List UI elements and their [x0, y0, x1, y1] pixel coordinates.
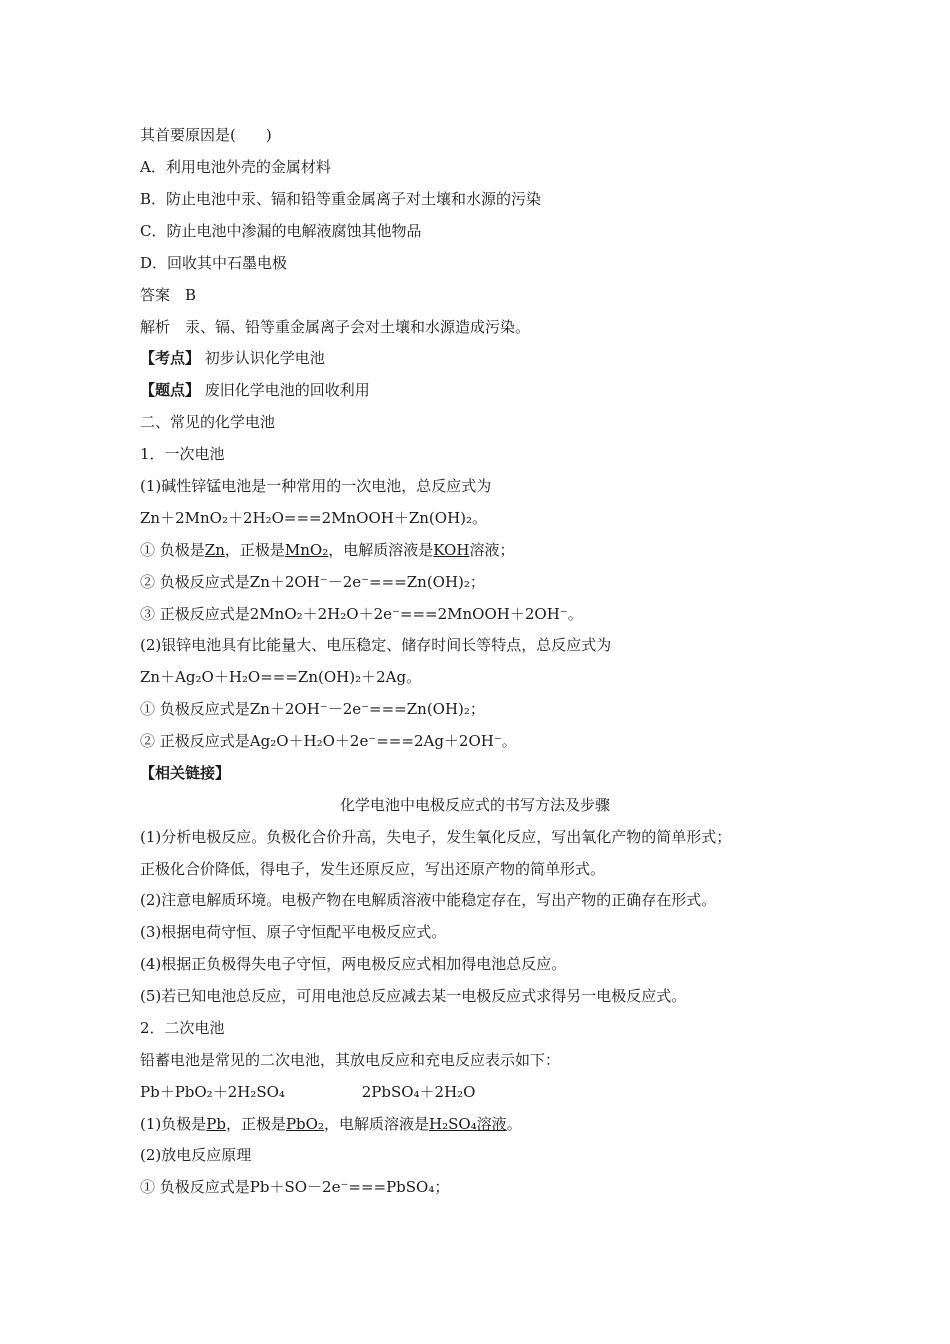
electrode-line — [140, 1114, 522, 1134]
option-c: C．防止电池中渗漏的电解液腐蚀其他物品 — [140, 222, 422, 240]
equation-line: ② 负极反应式是Zn＋2OH⁻－2e⁻===Zn(OH)₂； — [140, 573, 485, 591]
option-a: A．利用电池外壳的金属材料 — [140, 158, 331, 176]
equation-line: ① 负极反应式是Zn＋2OH⁻－2e⁻===Zn(OH)₂； — [140, 700, 485, 718]
paragraph: (1)碱性锌锰电池是一种常用的一次电池，总反应式为 — [140, 477, 492, 495]
text-span: ，电解质溶液是 — [328, 541, 434, 559]
question-stem: 其首要原因是( ) — [140, 126, 272, 144]
paragraph: 铅蓄电池是常见的二次电池，其放电反应和充电反应表示如下： — [140, 1051, 561, 1069]
subsection-heading-1: 1．一次电池 — [140, 445, 225, 463]
text-span: 溶液； — [469, 541, 515, 559]
underlined-answer: KOH — [433, 541, 470, 559]
equation-line: ③ 正极反应式是2MnO₂＋2H₂O＋2e⁻===2MnOOH＋2OH⁻。 — [140, 605, 583, 623]
paragraph: (3)根据电荷守恒、原子守恒配平电极反应式。 — [140, 923, 447, 941]
electrode-line — [140, 540, 514, 560]
analysis-line: 解析 汞、镉、铅等重金属离子会对土壤和水源造成污染。 — [140, 318, 531, 336]
tidian-text: 废旧化学电池的回收利用 — [204, 381, 370, 399]
text-span: (1)负极是 — [140, 1115, 207, 1133]
text-span: ① 负极是 — [140, 541, 205, 559]
option-d: D．回收其中石墨电极 — [140, 254, 288, 272]
reversible-equation — [140, 1082, 475, 1102]
underlined-answer: Pb — [206, 1115, 226, 1133]
equation-line: ① 负极反应式是Pb＋SO－2e⁻===PbSO₄； — [140, 1178, 450, 1196]
tidian-tag: 【题点】 — [140, 381, 201, 399]
text-span: 。 — [506, 1115, 522, 1133]
paragraph: (2)银锌电池具有比能量大、电压稳定、储存时间长等特点，总反应式为 — [140, 636, 612, 654]
paragraph: (5)若已知电池总反应，可用电池总反应减去某一电极反应式求得另一电极反应式。 — [140, 987, 687, 1005]
text-span: ，正极是 — [225, 1115, 286, 1133]
kaodian-line — [140, 348, 325, 368]
equation-left: Pb＋PbO₂＋2H₂SO₄ — [140, 1083, 285, 1101]
underlined-answer: PbO₂ — [285, 1115, 324, 1133]
paragraph: (2)注意电解质环境。电极产物在电解质溶液中能稳定存在，写出产物的正确存在形式。 — [140, 891, 717, 909]
underlined-answer: H₂SO₄溶液 — [429, 1115, 507, 1133]
tidian-line — [140, 380, 370, 400]
underlined-answer: Zn — [204, 541, 225, 559]
paragraph: (2)放电反应原理 — [140, 1146, 252, 1164]
subsection-heading-2: 2．二次电池 — [140, 1019, 225, 1037]
underlined-answer: MnO₂ — [284, 541, 329, 559]
paragraph: (4)根据正负极得失电子守恒，两电极反应式相加得电池总反应。 — [140, 955, 567, 973]
paragraph: 正极化合价降低，得电子，发生还原反应，写出还原产物的简单形式。 — [140, 860, 606, 878]
text-span: ，电解质溶液是 — [323, 1115, 429, 1133]
paragraph: (1)分析电极反应。负极化合价升高，失电子，发生氧化反应，写出氧化产物的简单形式； — [140, 828, 732, 846]
equation-line: Zn＋2MnO₂＋2H₂O===2MnOOH＋Zn(OH)₂。 — [140, 509, 488, 527]
option-b: B．防止电池中汞、镉和铅等重金属离子对土壤和水源的污染 — [140, 190, 542, 208]
answer-line: 答案 B — [140, 286, 197, 304]
box-title: 化学电池中电极反应式的书写方法及步骤 — [339, 796, 610, 814]
section-heading: 二、常见的化学电池 — [140, 413, 276, 431]
text-span: ，正极是 — [224, 541, 285, 559]
kaodian-text: 初步认识化学电池 — [204, 349, 325, 367]
related-link-tag: 【相关链接】 — [140, 764, 231, 782]
equation-right: 2PbSO₄＋2H₂O — [361, 1083, 476, 1101]
equation-line: Zn＋Ag₂O＋H₂O===Zn(OH)₂＋2Ag。 — [140, 668, 422, 686]
equation-line: ② 正极反应式是Ag₂O＋H₂O＋2e⁻===2Ag＋2OH⁻。 — [140, 732, 517, 750]
kaodian-tag: 【考点】 — [140, 349, 201, 367]
